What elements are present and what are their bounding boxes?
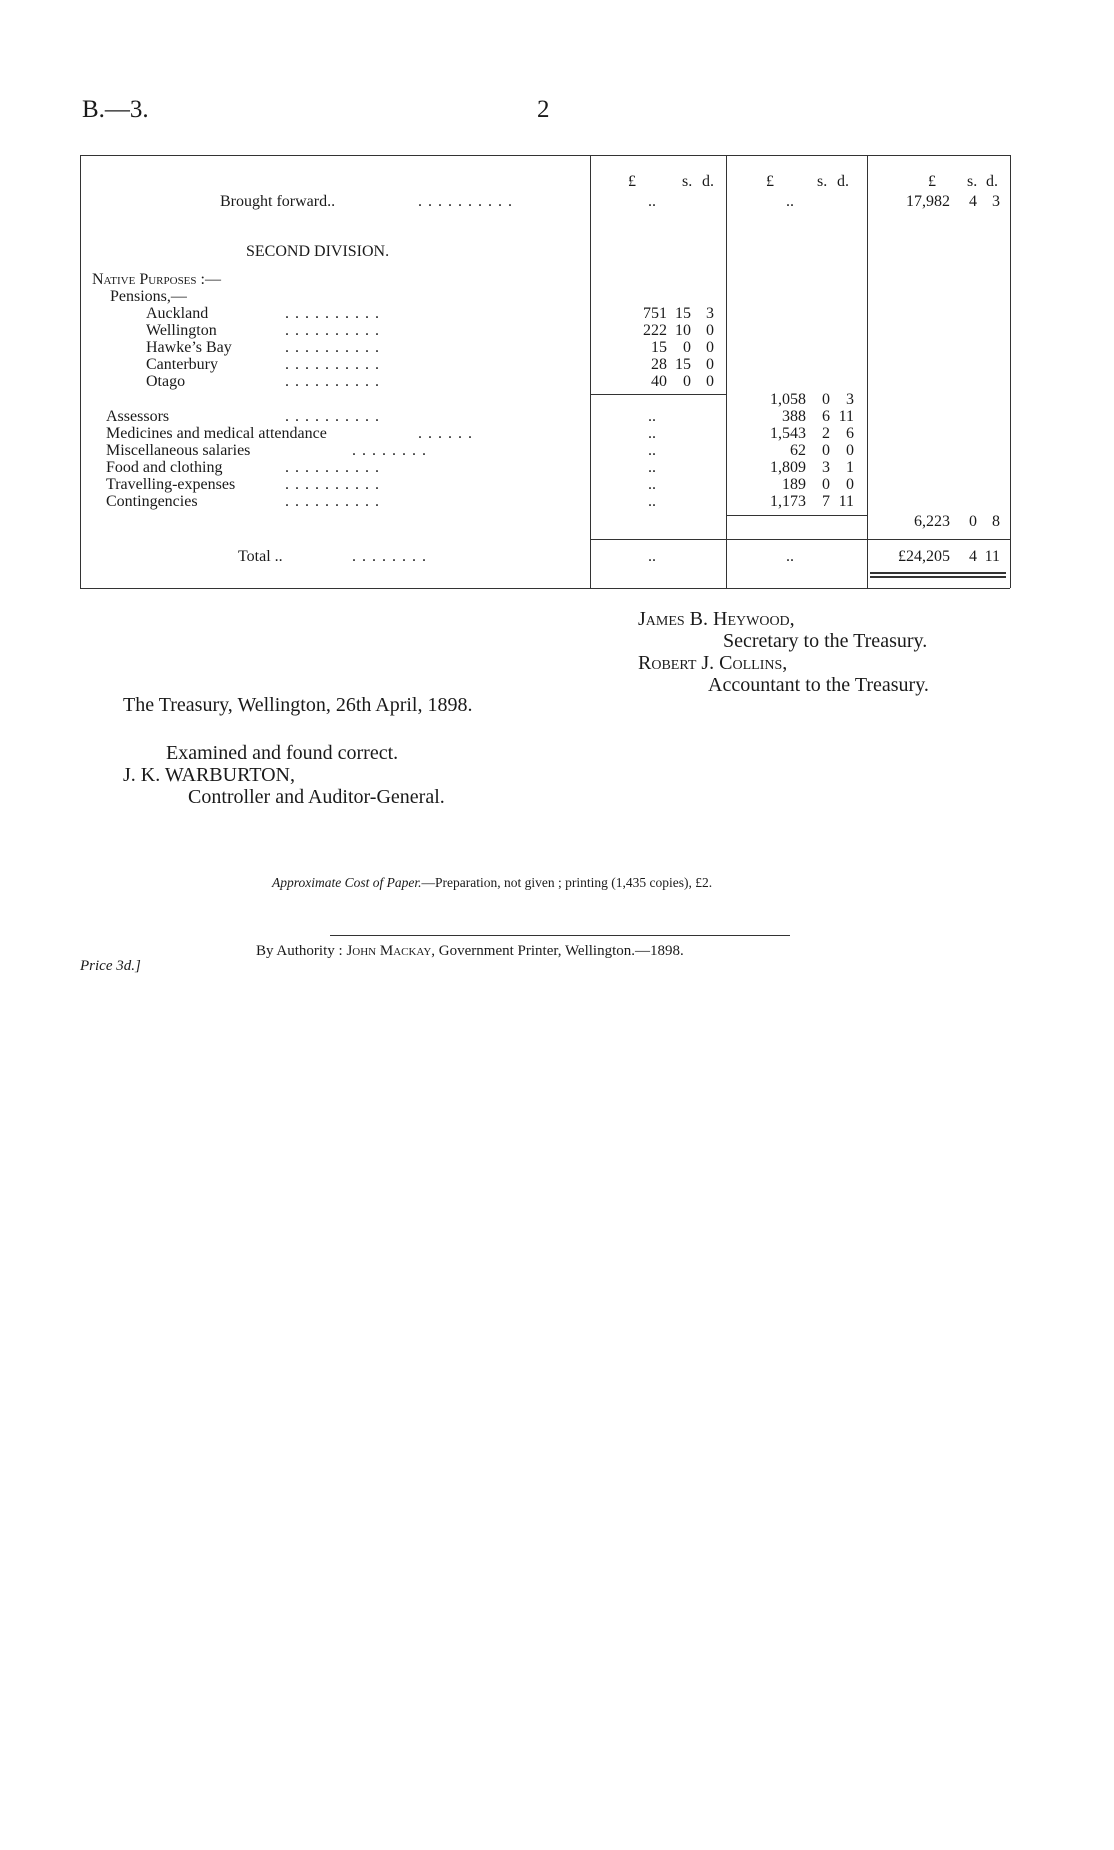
table-left-rule [80, 155, 81, 588]
col3-pound-header: £ [928, 173, 936, 190]
items-subtotal-rule [726, 515, 867, 516]
row-label: Medicines and medical attendance [106, 425, 327, 442]
imprint-rule [330, 935, 790, 936]
imprint-suffix: Government Printer, Wellington.—1898. [438, 943, 684, 959]
row-pence: 0 [706, 356, 714, 373]
cost-note-label: Approximate Cost of Paper. [272, 875, 422, 890]
division-total-pence: 8 [992, 513, 1000, 530]
leader-dots: . . . . . . . . . . [285, 305, 380, 322]
row-label: Contingencies [106, 493, 198, 510]
leader-dots: . . . . . . . . [352, 442, 427, 459]
col2-shilling-header: s. [817, 173, 828, 190]
division-total-pounds: 6,223 [914, 513, 950, 530]
leader-dots: . . . . . . . . . . [285, 493, 380, 510]
col3-pence-header: d. [986, 173, 998, 190]
place-date: The Treasury, Wellington, 26th April, 1898. [123, 694, 473, 716]
col3-shilling-header: s. [967, 173, 978, 190]
leader-dots: . . . . . . . . . . [285, 339, 380, 356]
col2-pound-header: £ [766, 173, 774, 190]
division-total-shillings: 0 [969, 513, 977, 530]
brought-forward-pounds: 17,982 [906, 193, 950, 210]
row-pence: 6 [846, 425, 854, 442]
grand-total-double-rule-1 [870, 572, 1006, 574]
row-label: Assessors [106, 408, 170, 425]
signatory-1-title: Secretary to the Treasury. [723, 630, 928, 652]
col1-pound-header: £ [628, 173, 636, 190]
cost-note-text: —Preparation, not given ; printing (1,435 copies), £2. [421, 875, 713, 890]
signatory-2-name: Robert J. Collins, [638, 652, 788, 674]
leader-dots: . . . . . . . . [352, 548, 427, 565]
pensions-total-pounds: 1,058 [770, 391, 806, 408]
column-divider-2 [726, 155, 727, 588]
signatory-1-name: James B. Heywood, [638, 608, 795, 630]
page-number: 2 [537, 96, 550, 123]
accounts-table [80, 155, 1010, 585]
row-pence: 11 [838, 408, 854, 425]
pensions-total-pence: 3 [846, 391, 854, 408]
printer-imprint [256, 943, 684, 960]
row-pence: 0 [846, 442, 854, 459]
row-shillings: 6 [822, 408, 830, 425]
leader-dots: . . . . . . . . . . [285, 476, 380, 493]
auditor-name: J. K. WARBURTON, [123, 764, 295, 786]
grand-total-shillings: 4 [969, 548, 977, 565]
row-pounds: 1,173 [770, 493, 806, 510]
col2-pence-header: d. [837, 173, 849, 190]
row-shillings: 15 [675, 305, 691, 322]
row-col1: .. [648, 425, 656, 442]
grand-total-double-rule-2 [870, 576, 1006, 578]
division-heading: SECOND DIVISION. [246, 243, 390, 260]
row-shillings: 0 [683, 339, 691, 356]
col1-shilling-header: s. [682, 173, 693, 190]
total-col1: .. [648, 548, 656, 565]
imprint-prefix: By Authority : [256, 943, 343, 959]
row-pence: 3 [706, 305, 714, 322]
leader-dots: . . . . . . . . . . [418, 193, 513, 210]
row-pence: 0 [706, 339, 714, 356]
total-col2: .. [786, 548, 794, 565]
row-pounds: 1,809 [770, 459, 806, 476]
row-pounds: 388 [782, 408, 806, 425]
row-shillings: 0 [683, 373, 691, 390]
row-label: Travelling-expenses [106, 476, 236, 493]
row-pence: 0 [706, 373, 714, 390]
brought-forward-col2: .. [786, 193, 794, 210]
row-pounds: 189 [782, 476, 806, 493]
row-shillings: 10 [675, 322, 691, 339]
brought-forward-col1: .. [648, 193, 656, 210]
row-pounds: 15 [651, 339, 667, 356]
brought-forward-pence: 3 [992, 193, 1000, 210]
row-label: Miscellaneous salaries [106, 442, 251, 459]
row-pounds: 62 [790, 442, 806, 459]
subsection-heading: Pensions,— [110, 288, 187, 305]
brought-forward-label: Brought forward.. [220, 193, 336, 210]
row-pounds: 40 [651, 373, 667, 390]
table-top-rule [80, 155, 1010, 156]
column-divider-3 [867, 155, 868, 588]
row-pounds: 28 [651, 356, 667, 373]
pensions-total-shillings: 0 [822, 391, 830, 408]
grand-total-pounds: £24,205 [898, 548, 950, 565]
column-divider-1 [590, 155, 591, 588]
row-col1: .. [648, 459, 656, 476]
table-bottom-rule [80, 588, 1010, 589]
row-col1: .. [648, 493, 656, 510]
total-label: Total .. [238, 548, 283, 565]
row-pence: 11 [838, 493, 854, 510]
row-label: Wellington [146, 322, 217, 339]
brought-forward-shillings: 4 [969, 193, 977, 210]
cost-note [272, 875, 712, 891]
table-right-rule [1010, 155, 1011, 588]
row-pence: 0 [706, 322, 714, 339]
row-shillings: 15 [675, 356, 691, 373]
grand-total-pence: 11 [984, 548, 1000, 565]
row-pence: 0 [846, 476, 854, 493]
page-reference: B.—3. [82, 96, 149, 123]
leader-dots: . . . . . . . . . . [285, 322, 380, 339]
row-pounds: 222 [643, 322, 667, 339]
row-label: Auckland [146, 305, 209, 322]
leader-dots: . . . . . . . . . . [285, 356, 380, 373]
leader-dots: . . . . . . . . . . [285, 459, 380, 476]
price: Price 3d.] [80, 958, 141, 974]
section-heading: Native Purposes :— [92, 271, 221, 288]
auditor-title: Controller and Auditor-General. [188, 786, 445, 808]
row-shillings: 0 [822, 476, 830, 493]
total-rule [590, 539, 1010, 540]
row-col1: .. [648, 476, 656, 493]
row-shillings: 2 [822, 425, 830, 442]
leader-dots: . . . . . . [418, 425, 473, 442]
row-shillings: 3 [822, 459, 830, 476]
row-col1: .. [648, 408, 656, 425]
audit-statement: Examined and found correct. [166, 742, 399, 764]
row-pounds: 1,543 [770, 425, 806, 442]
row-label: Otago [146, 373, 186, 390]
printer-name: John Mackay, [346, 943, 436, 959]
row-pounds: 751 [643, 305, 667, 322]
row-label: Hawke’s Bay [146, 339, 232, 356]
col1-pence-header: d. [702, 173, 714, 190]
signatory-2-title: Accountant to the Treasury. [708, 674, 929, 696]
row-col1: .. [648, 442, 656, 459]
pensions-subtotal-rule [590, 394, 726, 395]
row-shillings: 7 [822, 493, 830, 510]
leader-dots: . . . . . . . . . . [285, 408, 380, 425]
row-label: Canterbury [146, 356, 218, 373]
leader-dots: . . . . . . . . . . [285, 373, 380, 390]
row-label: Food and clothing [106, 459, 223, 476]
row-pence: 1 [846, 459, 854, 476]
row-shillings: 0 [822, 442, 830, 459]
